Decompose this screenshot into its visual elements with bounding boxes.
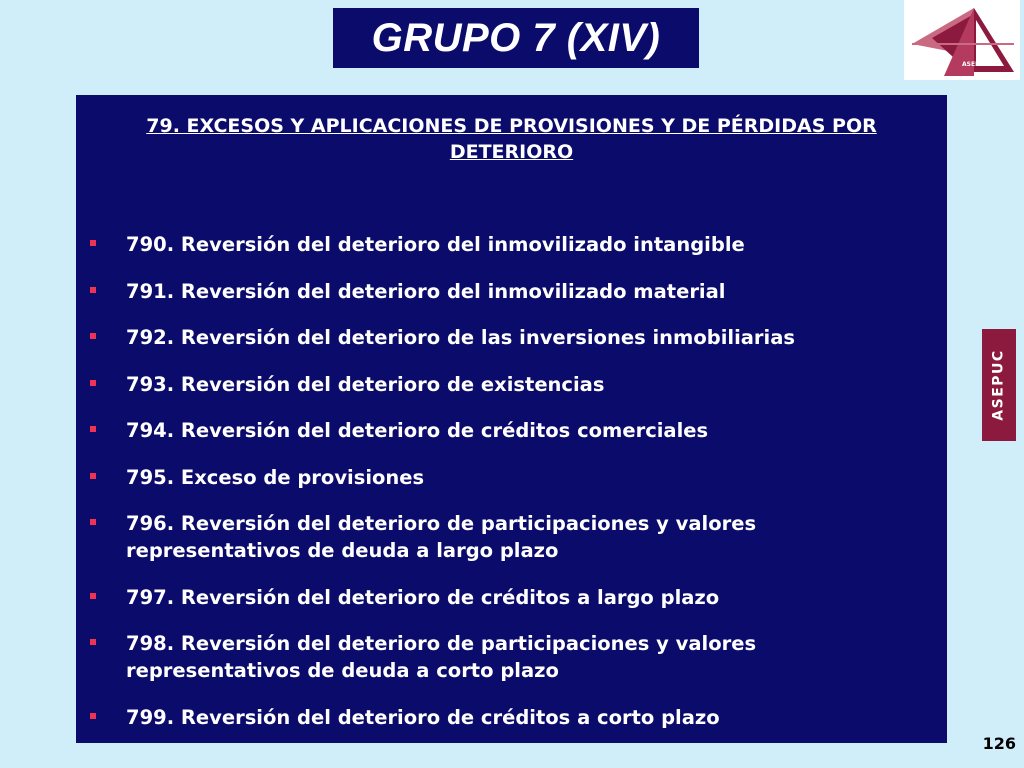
section-heading: 79. EXCESOS Y APLICACIONES DE PROVISIONES Y DE PÉRDIDAS POR DETERIORO	[146, 115, 877, 163]
list-item-text: 795. Exceso de provisiones	[126, 465, 425, 489]
square-bullet-icon	[90, 380, 96, 386]
logo-wordmark: ASEPUC	[962, 61, 989, 68]
list-item	[76, 231, 947, 258]
square-bullet-icon	[90, 333, 96, 339]
account-list	[76, 231, 947, 750]
list-item	[76, 704, 947, 731]
list-item	[76, 630, 947, 684]
slide-title-box	[333, 8, 699, 68]
square-bullet-icon	[90, 593, 96, 599]
list-item	[76, 510, 947, 564]
asepuc-side-tab	[982, 329, 1016, 441]
list-item-text: 797. Reversión del deterioro de créditos a largo plazo	[126, 585, 720, 609]
list-item	[76, 371, 947, 398]
list-item-text: 794. Reversión del deterioro de créditos comerciales	[126, 419, 709, 442]
list-item-text: 790. Reversión del deterioro del inmovilizado intangible	[126, 233, 745, 256]
asepuc-logo	[904, 0, 1020, 80]
square-bullet-icon	[90, 639, 96, 645]
square-bullet-icon	[90, 519, 96, 525]
page-number: 126	[982, 734, 1016, 753]
list-item	[76, 464, 947, 491]
square-bullet-icon	[90, 426, 96, 432]
side-tab-label: ASEPUC	[991, 349, 1008, 421]
list-item-text: 799. Reversión del deterioro de créditos a corto plazo	[126, 705, 720, 729]
list-item	[76, 417, 947, 444]
square-bullet-icon	[90, 287, 96, 293]
list-item-text: 793. Reversión del deterioro de existencias	[126, 372, 605, 396]
square-bullet-icon	[90, 473, 96, 479]
square-bullet-icon	[90, 713, 96, 719]
square-bullet-icon	[90, 240, 96, 246]
list-item-text: 792. Reversión del deterioro de las inversiones inmobiliarias	[126, 326, 795, 349]
list-item	[76, 278, 947, 305]
list-item-text: 796. Reversión del deterioro de participaciones y valores representativos de deuda a largo plazo	[126, 512, 757, 562]
list-item-text: 798. Reversión del deterioro de participaciones y valores representativos de deuda a corto plazo	[126, 632, 757, 682]
list-item-text: 791. Reversión del deterioro del inmovilizado material	[126, 279, 726, 303]
asepuc-logo-icon	[904, 0, 1020, 80]
list-item	[76, 324, 947, 351]
slide-title: GRUPO 7 (XIV)	[371, 15, 661, 60]
content-panel	[76, 95, 947, 743]
list-item	[76, 584, 947, 611]
